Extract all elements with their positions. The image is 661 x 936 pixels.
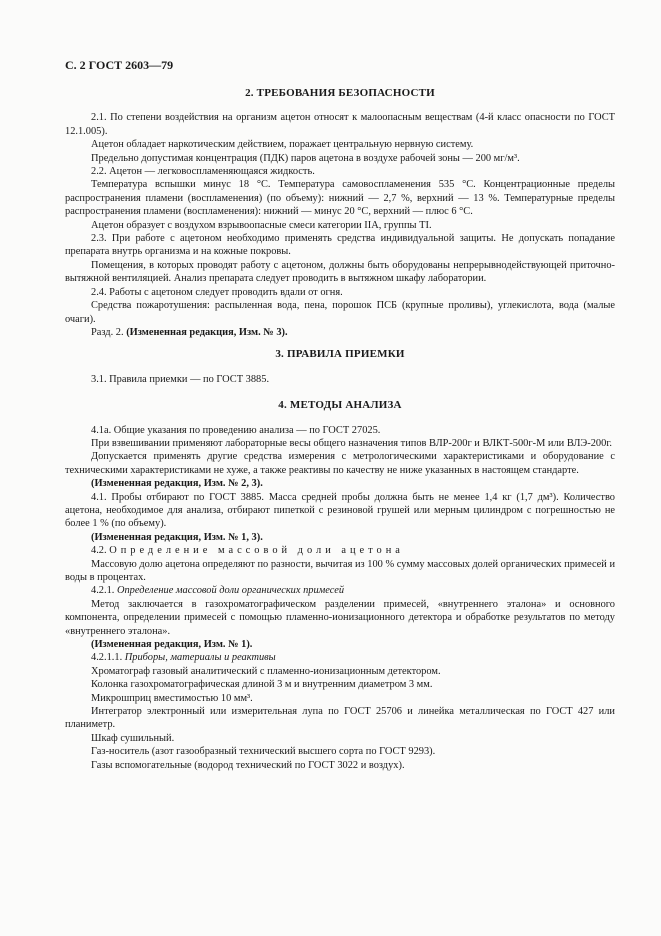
paragraph: При взвешивании применяют лабораторные весы общего назначения типов ВЛР-200г и ВЛКТ-500г-М или ВЛЭ-200г.: [91, 437, 613, 449]
paragraph: 4.1. Пробы отбирают по ГОСТ 3885. Масса средней пробы должна быть не менее 1,4 кг (1,7 дм³). Количество ацетона, необходимое для анализа, отбирают пипеткой с резиновой грушей или мерным цилиндром с погрешностью не более 1 % (по объему).: [65, 491, 615, 530]
paragraph: Средства пожаротушения: распыленная вода, пена, порошок ПСБ (крупные проливы), углекислота, вода (малые очаги).: [65, 300, 615, 325]
section-title: 3. ПРАВИЛА ПРИЕМКИ: [275, 348, 405, 361]
subsection-heading: [65, 584, 615, 597]
page-header: С. 2 ГОСТ 2603—79: [65, 58, 174, 72]
amendment-note: [65, 326, 615, 339]
paragraph: 4.1а. Общие указания по проведению анализа — по ГОСТ 27025.: [91, 424, 381, 436]
paragraph: Колонка газохроматографическая длиной 3 м и внутренним диаметром 3 мм.: [91, 679, 433, 691]
paragraph: Ацетон обладает наркотическим действием, поражает центральную нервную систему.: [91, 139, 474, 151]
amendment-note: (Измененная редакция, Изм. № 2, 3).: [91, 478, 263, 490]
amendment-note: (Измененная редакция, Изм. № 1).: [91, 639, 253, 651]
subsection-number: 4.2.1.: [91, 585, 117, 597]
subsection-title: Определение массовой доли ацетона: [109, 545, 404, 557]
paragraph: 2.3. При работе с ацетоном необходимо применять средства индивидуальной защиты. Не допускать попадание препарата внутрь организма и на кожные покровы.: [65, 233, 615, 258]
paragraph: Хроматограф газовый аналитический с пламенно-ионизационным детектором.: [91, 665, 441, 677]
amendment-text: (Измененная редакция, Изм. № 3).: [126, 326, 288, 338]
paragraph: Помещения, в которых проводят работу с ацетоном, должны быть оборудованы непрерывнодействующей приточно-вытяжной вентиляцией. Анализ препарата следует проводить в вытяжном шкафу лаборатории.: [65, 259, 615, 285]
paragraph: Шкаф сушильный.: [91, 732, 175, 744]
paragraph: Предельно допустимая концентрация (ПДК) паров ацетона в воздухе рабочей зоны — 200 мг/м³.: [91, 152, 520, 164]
amendment-prefix: Разд. 2.: [91, 326, 127, 338]
subsection-heading: [65, 544, 615, 557]
paragraph: Интегратор электронный или измерительная лупа по ГОСТ 25706 и линейка металлическая по ГОСТ 427 или планиметр.: [65, 706, 615, 731]
subsection-number: 4.2.: [91, 545, 110, 557]
paragraph: Массовую долю ацетона определяют по разности, вычитая из 100 % сумму массовых долей органических примесей и воды в процентах.: [65, 558, 616, 583]
paragraph: 3.1. Правила приемки — по ГОСТ 3885.: [91, 373, 270, 385]
paragraph: Допускается применять другие средства измерения с метрологическими характеристиками и оборудование с техническими характеристиками не хуже, а также реактивы по качеству не ниже указанных в настоящем стандарте.: [65, 451, 615, 476]
subsection-number: 4.2.1.1.: [91, 652, 125, 664]
paragraph: 2.2. Ацетон — легковоспламеняющаяся жидкость.: [91, 166, 315, 178]
paragraph: Метод заключается в газохроматографическом разделении примесей, «внутреннего эталона» и основного компонента, определении примесей с помощью пламенно-ионизационного детектора и обработке результатов по методу «внутреннего эталона».: [65, 598, 615, 637]
paragraph: Микрошприц вместимостью 10 мм³.: [91, 692, 253, 704]
paragraph: 2.4. Работы с ацетоном следует проводить вдали от огня.: [91, 286, 343, 298]
subsection-title: Приборы, материалы и реактивы: [124, 652, 276, 664]
paragraph: 2.1. По степени воздействия на организм ацетон относят к малоопасным веществам (4-й класс опасности по ГОСТ 12.1.005).: [65, 112, 615, 137]
section-title: 4. МЕТОДЫ АНАЛИЗА: [278, 399, 402, 412]
subsection-title: Определение массовой доли органических примесей: [116, 585, 345, 597]
subsection-heading: [65, 651, 615, 664]
amendment-note: (Измененная редакция, Изм. № 1, 3).: [91, 531, 263, 543]
document-body: [65, 87, 615, 772]
paragraph: Газ-носитель (азот газообразный технический высшего сорта по ГОСТ 9293).: [91, 746, 436, 758]
paragraph: Температура вспышки минус 18 °С. Температура самовоспламенения 535 °С. Концентрационные пределы распространения пламени (воспламенения) (по объему): нижний — 2,7 %, верхний — 13 %. Температурные пределы распространения пламени (воспламенения): нижний — минус 20 °С, верхний — плюс 6 °С.: [65, 179, 615, 218]
section-title: 2. ТРЕБОВАНИЯ БЕЗОПАСНОСТИ: [245, 87, 435, 99]
paragraph: Ацетон образует с воздухом взрывоопасные смеси категории IIA, группы TI.: [91, 219, 432, 231]
paragraph: Газы вспомогательные (водород технический по ГОСТ 3022 и воздух).: [91, 759, 405, 771]
